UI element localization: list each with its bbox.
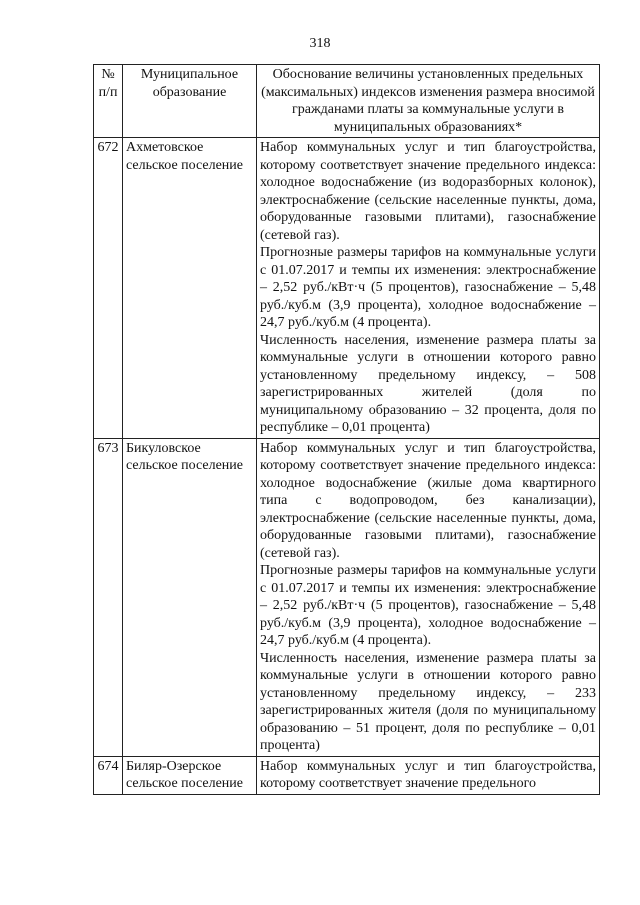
header-basis: Обоснование величины установленных предельных (максимальных) индексов изменения размера вносимой гражданами платы за коммунальные услуги в муниципальных образованиях* xyxy=(257,65,600,138)
basis-cell xyxy=(257,438,600,756)
row-number: 674 xyxy=(94,756,123,794)
basis-cell xyxy=(257,756,600,794)
header-num: № п/п xyxy=(94,65,123,138)
services-paragraph: Набор коммунальных услуг и тип благоустройства, которому соответствует значение предельного xyxy=(260,758,596,791)
page-number: 318 xyxy=(309,36,331,51)
population-paragraph: Численность населения, изменение размера платы за коммунальные услуги в отношении которого равно установленному предельному индексу, – 233 зарегистрированных жителя (доля по муниципальному образованию – 51 процент, доля по республике – 0,01 процента) xyxy=(260,650,596,753)
services-paragraph: Набор коммунальных услуг и тип благоустройства, которому соответствует значение предельного индекса: холодное водоснабжение (из водоразборных колонок), электроснабжение (сельские населенные пункты, дома, оборудованные газовыми плитами), газоснабжение (сетевой газ). xyxy=(260,140,596,243)
table-row xyxy=(94,756,600,794)
tariff-index-table xyxy=(93,64,600,795)
population-paragraph: Численность населения, изменение размера платы за коммунальные услуги в отношении которого равно установленному предельному индексу, – 508 зарегистрированных жителей (доля по муниципальному образованию – 32 процента, доля по республике – 0,01 процента) xyxy=(260,332,596,435)
basis-cell xyxy=(257,138,600,439)
tariffs-paragraph: Прогнозные размеры тарифов на коммунальные услуги с 01.07.2017 и темпы их изменения: электроснабжение – 2,52 руб./кВт·ч (5 процентов), газоснабжение – 5,48 руб./куб.м (3,9 процента), холодное водоснабжение – 24,7 руб./куб.м (4 процента). xyxy=(260,245,596,330)
services-paragraph: Набор коммунальных услуг и тип благоустройства, которому соответствует значение предельного индекса: холодное водоснабжение (жилые дома квартирного типа с водопроводом, без канализации), электроснабжение (сельские населенные пункты, дома, оборудованные газовыми плитами), газоснабжение (сетевой газ). xyxy=(260,440,596,561)
row-number: 673 xyxy=(94,438,123,756)
row-number: 672 xyxy=(94,138,123,439)
header-municipality: Муниципальное образование xyxy=(123,65,257,138)
tariffs-paragraph: Прогнозные размеры тарифов на коммунальные услуги с 01.07.2017 и темпы их изменения: электроснабжение – 2,52 руб./кВт·ч (5 процентов), газоснабжение – 5,48 руб./куб.м (3,9 процента), холодное водоснабжение – 24,7 руб./куб.м (4 процента). xyxy=(260,563,596,648)
municipality-name: Ахметовское сельское поселение xyxy=(123,138,257,439)
table-header-row xyxy=(94,65,600,138)
municipality-name: Бикуловское сельское поселение xyxy=(123,438,257,756)
table-row xyxy=(94,438,600,756)
table-row xyxy=(94,138,600,439)
municipality-name: Биляр-Озерское сельское поселение xyxy=(123,756,257,794)
